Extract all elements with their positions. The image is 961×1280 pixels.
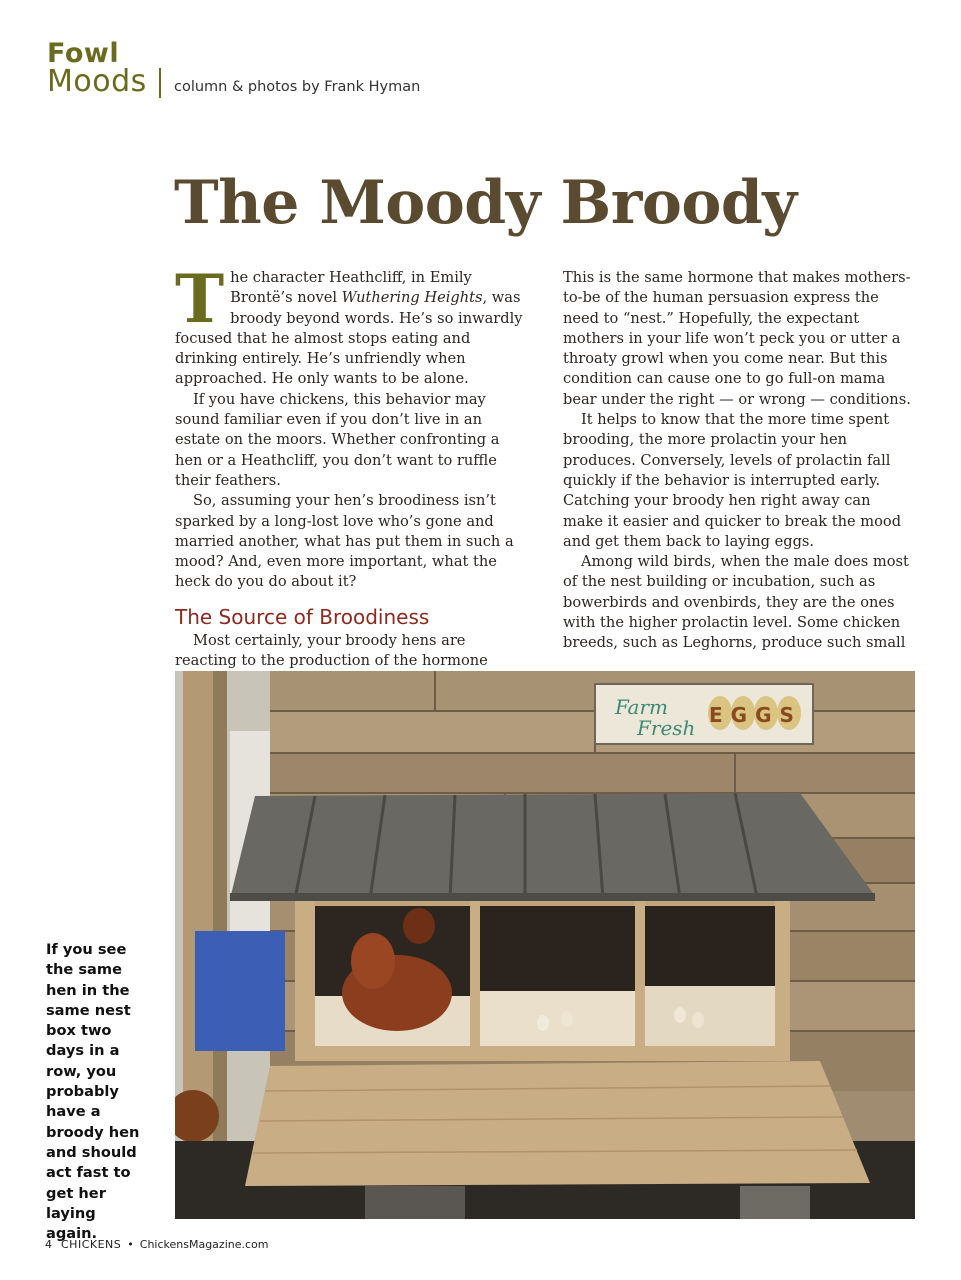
column-name-fowl: Fowl bbox=[47, 38, 120, 69]
page-footer bbox=[45, 1238, 268, 1251]
photo-caption: If you see the same hen in the same nest box two days in a row, you probably have a broody hen and should act fast to get her laying again. bbox=[46, 941, 140, 1243]
page-number: 4 bbox=[45, 1238, 52, 1251]
paragraph-1 bbox=[175, 260, 528, 390]
metal-roof bbox=[230, 793, 875, 901]
farm-fresh-eggs-sign bbox=[595, 684, 813, 744]
article-title: The Moody Broody bbox=[174, 168, 797, 238]
paragraph-6: It helps to know that the more time spent brooding, the more prolactin your hen produces. Conversely, levels of prolactin fall quickly if the behavior is interrupted early. Catching your broody hen right away can make it easier and quicker to break the mood and get them back to laying eggs. bbox=[563, 411, 902, 550]
header-divider bbox=[159, 68, 161, 98]
sign-text-fresh: Fresh bbox=[637, 716, 696, 740]
footer-separator: • bbox=[127, 1238, 134, 1251]
paragraph-3: So, assuming your hen’s broodiness isn’t sparked by a long-lost love who’s gone and married another, what has put them in such a mood? And, even more important, what the heck do you do about it? bbox=[175, 492, 514, 591]
drop-cap: T bbox=[175, 260, 225, 338]
sign-text-eggs: EGGS bbox=[709, 703, 802, 727]
paragraph-1-rest: , was broody beyond words. He’s so inwardly focused that he almost stops eating and drinking entirely. He’s unfriendly when approached. He only wants to be alone. bbox=[175, 289, 523, 388]
nest-box-illustration bbox=[175, 671, 915, 1219]
landing-board bbox=[175, 1061, 915, 1219]
byline: column & photos by Frank Hyman bbox=[174, 79, 421, 95]
magazine-name: CHICKENS bbox=[61, 1238, 122, 1251]
section-subhead: The Source of Broodiness bbox=[175, 604, 430, 629]
article-column-left bbox=[175, 260, 528, 692]
article-column-right bbox=[563, 268, 915, 654]
nest-box-photo bbox=[175, 671, 915, 1219]
column-name-moods: Moods bbox=[47, 64, 147, 99]
paragraph-4: Most certainly, your broody hens are reacting to the production of the hormone bbox=[175, 631, 488, 670]
paragraph-2: If you have chickens, this behavior may sound familiar even if you don’t live in an estate on the moors. Whether confronting a hen or a Heathcliff, you don’t want to ruffle their feathers. bbox=[175, 390, 500, 489]
paragraph-5: This is the same hormone that makes mothers-to-be of the human persuasion express the need to “nest.” Hopefully, the expectant mothers in your life won’t peck you or utter a throaty growl when you come near. But this condition can cause one to go full-on mama bear under the right — or wrong — conditions. bbox=[563, 269, 911, 408]
paragraph-7: Among wild birds, when the male does most of the nest building or incubation, such as bowerbirds and ovenbirds, they are the ones with the higher prolactin level. Some chicken breeds, such as Leghorns, produce such small bbox=[563, 553, 909, 652]
nest-boxes bbox=[295, 901, 790, 1061]
sign-text-farm: Farm bbox=[615, 695, 668, 719]
novel-title: Wuthering Heights bbox=[341, 289, 483, 307]
website-link[interactable]: ChickensMagazine.com bbox=[139, 1238, 269, 1251]
paragraph-1-text: he character Heathcliff, in Emily Brontë’s novel bbox=[230, 269, 472, 307]
